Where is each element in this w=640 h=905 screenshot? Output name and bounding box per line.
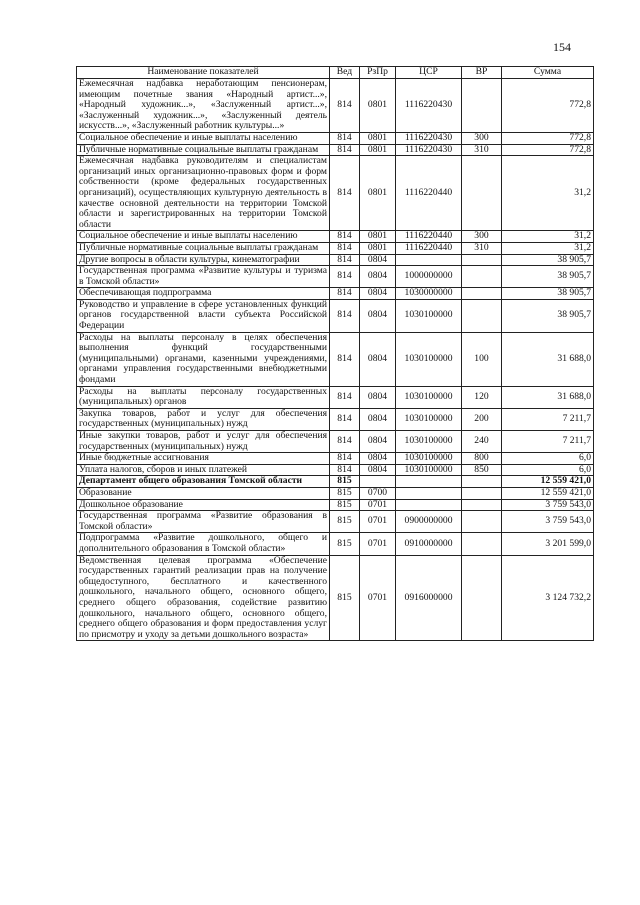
row-vr-cell (462, 266, 502, 288)
row-sum-cell: 38 905,7 (502, 299, 594, 332)
row-csr-cell: 1030100000 (396, 408, 462, 430)
row-sum-cell: 772,8 (502, 132, 594, 144)
row-name-cell: Другие вопросы в области культуры, кинематографии (77, 254, 330, 266)
row-sum-cell: 3 759 543,0 (502, 499, 594, 511)
row-sum-cell: 7 211,7 (502, 431, 594, 453)
row-ved-cell: 814 (330, 156, 360, 231)
row-rzpr-cell: 0801 (360, 231, 396, 243)
row-csr-cell: 1030100000 (396, 453, 462, 465)
row-name-cell: Руководство и управление в сфере установленных функций органов государственной власти субъекта Российской Федерации (77, 299, 330, 332)
table-row (77, 299, 594, 332)
table-row (77, 476, 594, 488)
table-row (77, 156, 594, 231)
row-csr-cell: 1030100000 (396, 464, 462, 476)
row-sum-cell: 6,0 (502, 464, 594, 476)
row-vr-cell (462, 511, 502, 533)
row-csr-cell (396, 476, 462, 488)
row-sum-cell: 31 688,0 (502, 332, 594, 386)
row-name-cell: Иные бюджетные ассигнования (77, 453, 330, 465)
row-vr-cell (462, 487, 502, 499)
row-vr-cell (462, 254, 502, 266)
row-name-cell: Государственная программа «Развитие образования в Томской области» (77, 511, 330, 533)
table-row (77, 231, 594, 243)
table-row (77, 511, 594, 533)
row-ved-cell: 814 (330, 386, 360, 408)
row-csr-cell: 0900000000 (396, 511, 462, 533)
table-row (77, 386, 594, 408)
row-ved-cell: 814 (330, 132, 360, 144)
row-ved-cell: 814 (330, 408, 360, 430)
row-csr-cell: 1030100000 (396, 386, 462, 408)
header-rzpr: РзПр (360, 67, 396, 79)
row-csr-cell: 1030000000 (396, 288, 462, 300)
row-rzpr-cell: 0804 (360, 408, 396, 430)
row-name-cell: Ежемесячная надбавка неработающим пенсионерам, имеющим почетные звания «Народный артист...», «Народный художник...», «Заслуженный артист...», «Заслуженный художник...», «Заслуженный деятель искусств...», «Заслуженный работник культуры...» (77, 79, 330, 133)
row-name-cell: Дошкольное образование (77, 499, 330, 511)
row-name-cell: Расходы на выплаты персоналу в целях обеспечения выполнения функций государственными (муниципальными) органами, казенными учреждениями, органами управления государственными внебюджетными фондами (77, 332, 330, 386)
budget-table (76, 66, 594, 641)
row-sum-cell: 3 124 732,2 (502, 555, 594, 641)
row-vr-cell (462, 476, 502, 488)
table-row (77, 242, 594, 254)
table-row (77, 144, 594, 156)
row-rzpr-cell: 0701 (360, 555, 396, 641)
row-vr-cell (462, 499, 502, 511)
row-sum-cell: 38 905,7 (502, 266, 594, 288)
row-vr-cell: 300 (462, 231, 502, 243)
row-vr-cell (462, 533, 502, 555)
row-csr-cell: 1116220430 (396, 79, 462, 133)
row-ved-cell: 814 (330, 254, 360, 266)
row-vr-cell: 850 (462, 464, 502, 476)
row-sum-cell: 3 759 543,0 (502, 511, 594, 533)
table-row (77, 464, 594, 476)
table-header-row (77, 67, 594, 79)
row-name-cell: Ведомственная целевая программа «Обеспечение государственных гарантий реализации прав на получение общедоступного, бесплатного и качественного дошкольного, начального общего, основного общего, среднего общего образования, содействие развитию дошкольного, начального общего, основного общего, среднего общего образования и форм предоставления услуг по присмотру и уходу за детьми дошкольного возраста» (77, 555, 330, 641)
row-sum-cell: 12 559 421,0 (502, 487, 594, 499)
row-csr-cell: 1116220430 (396, 144, 462, 156)
table-row (77, 266, 594, 288)
table-row (77, 332, 594, 386)
row-sum-cell: 12 559 421,0 (502, 476, 594, 488)
row-rzpr-cell: 0804 (360, 464, 396, 476)
row-sum-cell: 31 688,0 (502, 386, 594, 408)
row-sum-cell: 7 211,7 (502, 408, 594, 430)
row-ved-cell: 814 (330, 464, 360, 476)
row-ved-cell: 814 (330, 299, 360, 332)
row-ved-cell: 815 (330, 487, 360, 499)
row-ved-cell: 815 (330, 499, 360, 511)
row-name-cell: Ежемесячная надбавка руководителям и специалистам организаций иных организационно-правовых форм и форм собственности (кроме федеральных государственных организаций), осуществляющих культурную деятельность в качестве основной деятельности на территории Томской области и зарегистрированных на территории Томской области (77, 156, 330, 231)
row-vr-cell (462, 156, 502, 231)
row-name-cell: Публичные нормативные социальные выплаты гражданам (77, 242, 330, 254)
row-ved-cell: 814 (330, 242, 360, 254)
row-sum-cell: 772,8 (502, 144, 594, 156)
table-row (77, 431, 594, 453)
row-sum-cell: 38 905,7 (502, 288, 594, 300)
row-name-cell: Обеспечивающая подпрограмма (77, 288, 330, 300)
row-rzpr-cell: 0804 (360, 299, 396, 332)
row-rzpr-cell: 0700 (360, 487, 396, 499)
row-vr-cell: 240 (462, 431, 502, 453)
row-ved-cell: 815 (330, 533, 360, 555)
row-ved-cell: 815 (330, 511, 360, 533)
row-csr-cell: 1030100000 (396, 332, 462, 386)
row-rzpr-cell: 0804 (360, 288, 396, 300)
row-rzpr-cell: 0801 (360, 144, 396, 156)
row-ved-cell: 814 (330, 332, 360, 386)
row-csr-cell (396, 487, 462, 499)
row-ved-cell: 814 (330, 431, 360, 453)
header-ved: Вед (330, 67, 360, 79)
row-sum-cell: 772,8 (502, 79, 594, 133)
row-name-cell: Иные закупки товаров, работ и услуг для обеспечения государственных (муниципальных) нужд (77, 431, 330, 453)
row-sum-cell: 6,0 (502, 453, 594, 465)
row-ved-cell: 815 (330, 476, 360, 488)
row-ved-cell: 815 (330, 555, 360, 641)
row-rzpr-cell: 0804 (360, 431, 396, 453)
row-ved-cell: 814 (330, 288, 360, 300)
row-rzpr-cell: 0801 (360, 242, 396, 254)
row-csr-cell: 1030100000 (396, 299, 462, 332)
table-row (77, 132, 594, 144)
row-vr-cell: 120 (462, 386, 502, 408)
row-rzpr-cell: 0701 (360, 499, 396, 511)
row-name-cell: Образование (77, 487, 330, 499)
row-name-cell: Публичные нормативные социальные выплаты гражданам (77, 144, 330, 156)
row-sum-cell: 38 905,7 (502, 254, 594, 266)
row-rzpr-cell: 0701 (360, 511, 396, 533)
row-csr-cell (396, 499, 462, 511)
table-row (77, 453, 594, 465)
table-row (77, 288, 594, 300)
row-vr-cell (462, 79, 502, 133)
row-csr-cell: 1030100000 (396, 431, 462, 453)
row-vr-cell (462, 288, 502, 300)
row-name-cell: Социальное обеспечение и иные выплаты населению (77, 132, 330, 144)
row-vr-cell: 310 (462, 242, 502, 254)
row-name-cell: Закупка товаров, работ и услуг для обеспечения государственных (муниципальных) нужд (77, 408, 330, 430)
row-vr-cell: 300 (462, 132, 502, 144)
table-row (77, 533, 594, 555)
row-rzpr-cell: 0701 (360, 533, 396, 555)
table-row (77, 499, 594, 511)
row-csr-cell: 0910000000 (396, 533, 462, 555)
row-sum-cell: 3 201 599,0 (502, 533, 594, 555)
header-name: Наименование показателей (77, 67, 330, 79)
row-name-cell: Уплата налогов, сборов и иных платежей (77, 464, 330, 476)
header-csr: ЦСР (396, 67, 462, 79)
row-ved-cell: 814 (330, 79, 360, 133)
row-name-cell: Подпрограмма «Развитие дошкольного, общего и дополнительного образования в Томской области» (77, 533, 330, 555)
row-rzpr-cell: 0804 (360, 266, 396, 288)
row-ved-cell: 814 (330, 453, 360, 465)
row-rzpr-cell: 0804 (360, 332, 396, 386)
row-name-cell: Государственная программа «Развитие культуры и туризма в Томской области» (77, 266, 330, 288)
row-name-cell: Департамент общего образования Томской области (77, 476, 330, 488)
row-vr-cell: 200 (462, 408, 502, 430)
row-vr-cell: 310 (462, 144, 502, 156)
header-vr: ВР (462, 67, 502, 79)
row-ved-cell: 814 (330, 231, 360, 243)
row-csr-cell: 1116220440 (396, 231, 462, 243)
row-vr-cell: 800 (462, 453, 502, 465)
row-csr-cell: 1116220440 (396, 242, 462, 254)
row-vr-cell (462, 299, 502, 332)
row-rzpr-cell: 0801 (360, 156, 396, 231)
row-rzpr-cell: 0801 (360, 132, 396, 144)
page-number: 154 (553, 40, 571, 54)
row-csr-cell (396, 254, 462, 266)
table-row (77, 254, 594, 266)
row-csr-cell: 1000000000 (396, 266, 462, 288)
row-vr-cell (462, 555, 502, 641)
table-row (77, 408, 594, 430)
row-name-cell: Расходы на выплаты персоналу государственных (муниципальных) органов (77, 386, 330, 408)
row-sum-cell: 31,2 (502, 156, 594, 231)
row-sum-cell: 31,2 (502, 231, 594, 243)
row-name-cell: Социальное обеспечение и иные выплаты населению (77, 231, 330, 243)
table-row (77, 555, 594, 641)
row-sum-cell: 31,2 (502, 242, 594, 254)
row-rzpr-cell: 0804 (360, 254, 396, 266)
row-ved-cell: 814 (330, 266, 360, 288)
table-row (77, 79, 594, 133)
row-rzpr-cell: 0801 (360, 79, 396, 133)
row-ved-cell: 814 (330, 144, 360, 156)
row-rzpr-cell: 0804 (360, 386, 396, 408)
row-csr-cell: 1116220440 (396, 156, 462, 231)
header-sum: Сумма (502, 67, 594, 79)
row-vr-cell: 100 (462, 332, 502, 386)
table-row (77, 487, 594, 499)
row-csr-cell: 0916000000 (396, 555, 462, 641)
row-rzpr-cell (360, 476, 396, 488)
row-rzpr-cell: 0804 (360, 453, 396, 465)
row-csr-cell: 1116220430 (396, 132, 462, 144)
